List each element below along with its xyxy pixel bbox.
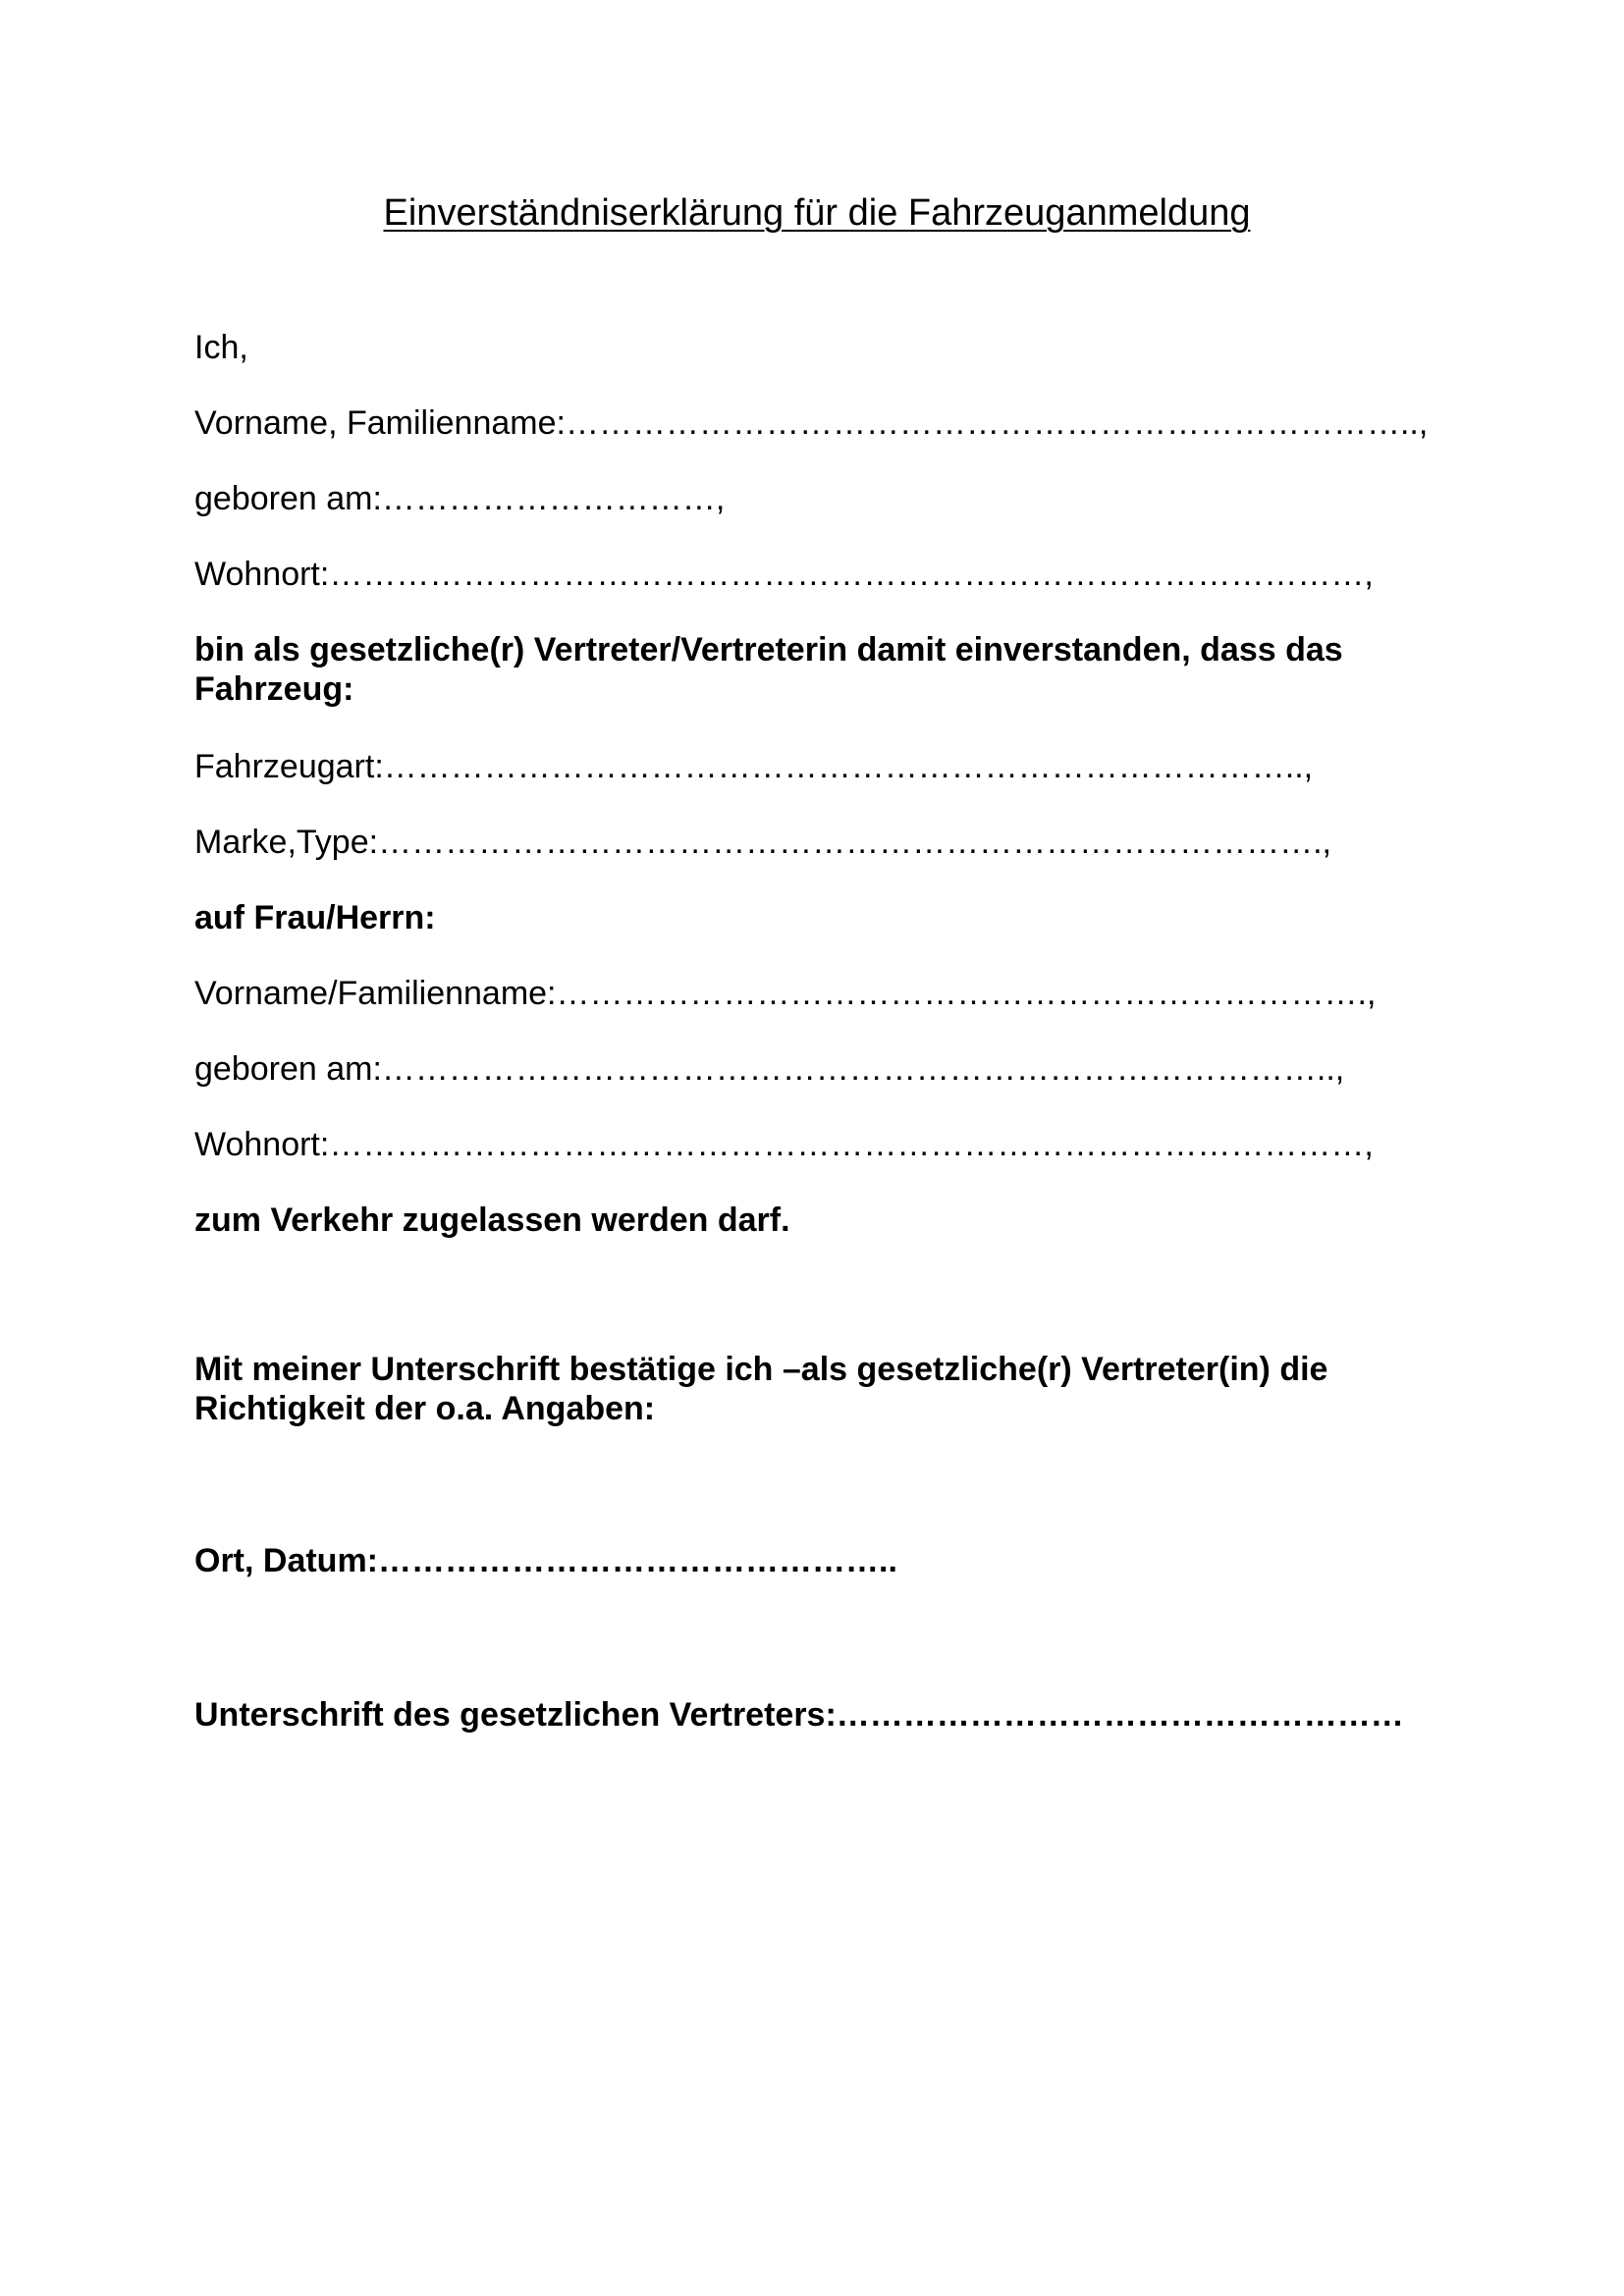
guardian-residence-field[interactable]: Wohnort:…………………………………………………………………………………, bbox=[194, 556, 1374, 593]
guardian-name-field[interactable]: Vorname, Familienname:………………………………………………………………….., bbox=[194, 404, 1429, 442]
vehicle-type-field[interactable]: Fahrzeugart:……………………………………………………………………….., bbox=[194, 748, 1314, 785]
confirmation-statement: Mit meiner Unterschrift bestätige ich –als gesetzliche(r) Vertreter(in) die Richtigkeit der o.a. Angaben: bbox=[194, 1351, 1328, 1427]
recipient-birthdate-field[interactable]: geboren am:………………………………………………………………………….., bbox=[194, 1050, 1345, 1088]
place-date-field[interactable]: Ort, Datum:……………………………………….. bbox=[194, 1542, 897, 1579]
vehicle-make-field[interactable]: Marke,Type:…………………………………………………………………………., bbox=[194, 824, 1331, 861]
recipient-residence-field[interactable]: Wohnort:…………………………………………………………………………………, bbox=[194, 1126, 1374, 1163]
document-title: Einverständniserklärung für die Fahrzeuganmeldung bbox=[383, 192, 1251, 234]
intro-text: Ich, bbox=[194, 329, 248, 366]
guardian-birthdate-field[interactable]: geboren am:…………………………, bbox=[194, 480, 726, 517]
recipient-heading: auf Frau/Herrn: bbox=[194, 899, 436, 936]
consent-statement: bin als gesetzliche(r) Vertreter/Vertreterin damit einverstanden, dass das Fahrzeug: bbox=[194, 631, 1343, 708]
approval-line: zum Verkehr zugelassen werden darf. bbox=[194, 1201, 790, 1239]
recipient-name-field[interactable]: Vorname/Familienname:………………………………………………………………., bbox=[194, 975, 1377, 1012]
signature-field[interactable]: Unterschrift des gesetzlichen Vertreters:…………………………………………… bbox=[194, 1696, 1404, 1734]
